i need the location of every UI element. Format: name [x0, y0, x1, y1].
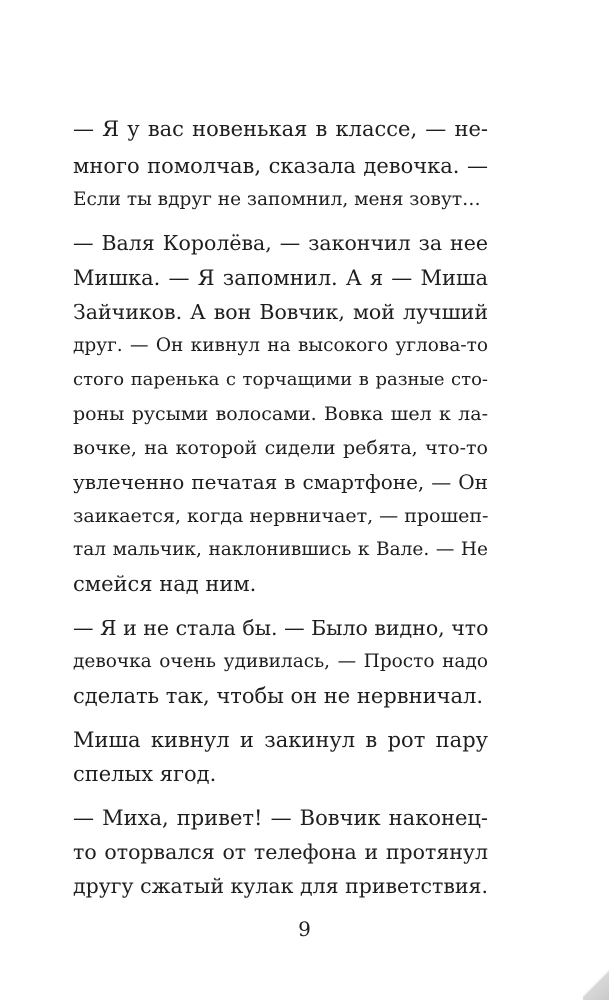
text-line: увлеченно печатая в смартфоне, — Он	[73, 470, 488, 494]
text-line: вочке, на которой сидели ребята, что-то	[73, 437, 488, 459]
text-line: спелых ягод.	[73, 762, 217, 786]
text-line: девочка очень удивилась, — Просто надо	[73, 651, 488, 672]
text-line: много помолчав, сказала девочка. —	[73, 154, 488, 178]
text-line: — Я и не стала бы. — Было видно, что	[73, 616, 489, 640]
text-line: друг. — Он кивнул на высокого углова-то	[73, 335, 488, 356]
page-corner-shadow	[583, 970, 609, 1000]
text-line: другу сжатый кулак для приветствия.	[73, 874, 489, 898]
text-line: смейся над ним.	[73, 572, 257, 596]
text-line: — Я у вас новенькая в классе, — не-	[73, 117, 488, 141]
text-line: роны русыми волосами. Вовка шел к ла-	[73, 403, 488, 425]
text-line: заикается, когда нервничает, — прошеп-	[73, 505, 489, 527]
text-line: — Миха, привет! — Вовчик наконец-	[73, 806, 488, 830]
text-line: тал мальчик, наклонившись к Вале. — Не	[73, 539, 488, 560]
text-line: Мишка. — Я запомнил. А я — Миша	[73, 266, 488, 290]
text-line: Зайчиков. А вон Вовчик, мой лучший	[73, 300, 488, 324]
text-line: сделать так, чтобы он не нервничал.	[73, 684, 484, 708]
text-line: Если ты вдруг не запомнил, меня зовут…	[73, 189, 481, 210]
page-number: 9	[298, 917, 311, 941]
text-line: — Валя Королёва, — закончил за нее	[73, 231, 488, 255]
text-line: стого паренька с торчащими в разные сто-	[73, 369, 488, 390]
text-line: Миша кивнул и закинул в рот пару	[73, 728, 488, 752]
text-line: то оторвался от телефона и протянул	[73, 840, 488, 864]
